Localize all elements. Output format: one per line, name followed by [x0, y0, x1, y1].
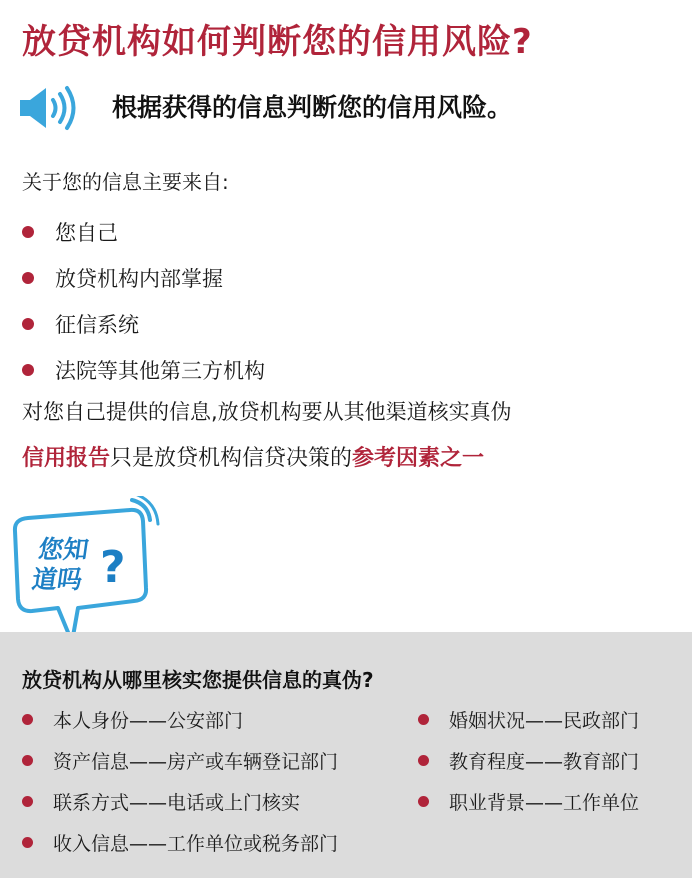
- bullet-icon: [418, 714, 429, 725]
- bullet-icon: [418, 796, 429, 807]
- list-item-label: 法院等其他第三方机构: [55, 359, 265, 383]
- speech-bubble-icon: [10, 496, 160, 644]
- intro-text: 关于您的信息主要来自:: [22, 170, 229, 194]
- speaker-icon: [16, 82, 80, 134]
- bullet-icon: [22, 796, 33, 807]
- report-highlight: 信用报告: [22, 446, 111, 471]
- bullet-icon: [22, 714, 33, 725]
- bullet-icon: [418, 755, 429, 766]
- source-list: [22, 209, 265, 393]
- list-item: [22, 781, 338, 822]
- list-item: [22, 301, 265, 347]
- list-item-label: 婚姻状况——民政部门: [449, 710, 640, 732]
- bullet-icon: [22, 272, 34, 284]
- report-middle: 只是放贷机构信贷决策的: [110, 446, 353, 471]
- list-item-label: 联系方式——电话或上门核实: [53, 792, 301, 814]
- list-item: [22, 347, 265, 393]
- bullet-icon: [22, 837, 33, 848]
- verify-list-left: [22, 699, 338, 863]
- report-highlight: 参考因素之一: [352, 446, 485, 471]
- question-mark-icon: ?: [100, 542, 126, 593]
- bubble-text-line1: 您知: [36, 535, 91, 564]
- list-item-label: 收入信息——工作单位或税务部门: [53, 833, 339, 855]
- list-item-label: 征信系统: [55, 313, 139, 337]
- list-item-label: 您自己: [55, 221, 118, 245]
- list-item: [418, 781, 639, 822]
- list-item: [22, 209, 265, 255]
- report-text: [22, 441, 484, 472]
- list-item-label: 职业背景——工作单位: [449, 792, 640, 814]
- bullet-icon: [22, 364, 34, 376]
- bubble-text-line2: 道吗: [30, 565, 85, 594]
- bullet-icon: [22, 226, 34, 238]
- subtitle: 根据获得的信息判断您的信用风险。: [112, 93, 513, 122]
- list-item: [22, 740, 338, 781]
- page-title: 放贷机构如何判断您的信用风险?: [22, 22, 533, 62]
- list-item: [22, 822, 338, 863]
- list-item-label: 资产信息——房产或车辆登记部门: [53, 751, 339, 773]
- list-item: [418, 699, 639, 740]
- list-item: [22, 255, 265, 301]
- panel-title: 放贷机构从哪里核实您提供信息的真伪?: [22, 668, 374, 692]
- bullet-icon: [22, 318, 34, 330]
- verify-list-right: [418, 699, 639, 822]
- list-item-label: 教育程度——教育部门: [449, 751, 640, 773]
- list-item: [22, 699, 338, 740]
- list-item: [418, 740, 639, 781]
- list-item-label: 本人身份——公安部门: [53, 710, 244, 732]
- bullet-icon: [22, 755, 33, 766]
- verify-text: 对您自己提供的信息,放贷机构要从其他渠道核实真伪: [22, 400, 512, 424]
- list-item-label: 放贷机构内部掌握: [55, 267, 223, 291]
